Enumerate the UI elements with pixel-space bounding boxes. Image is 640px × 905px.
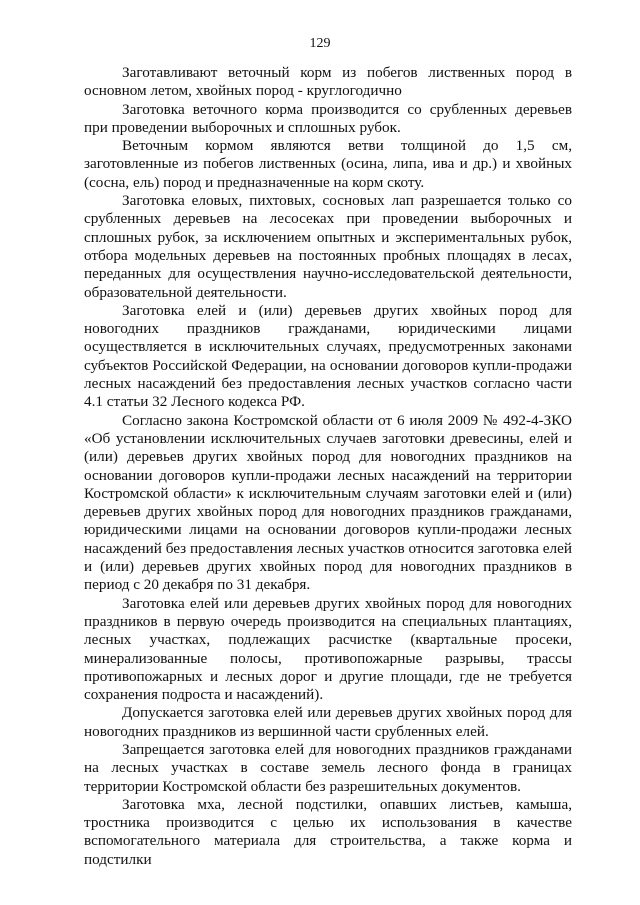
paragraph-kostroma-law: Согласно закона Костромской области от 6 июля 2009 № 492-4-ЗКО «Об установлении исключительных случаев заготовки древесины, елей и (или) деревьев других хвойных пород для новогодних праздников на основании договоров купли-продажи лесных насаждений на территории Костромской области» к исключительным случаям заготовки елей и (или) деревьев других хвойных пород для новогодних праздников гражданами, юридическими лицами на основании договоров купли-продажи лесных насаждений без предоставления лесных участков относится заготовка елей и (или) деревьев других хвойных пород для новогодних праздников в период с 20 декабря по 31 декабря. xyxy=(84,411,572,594)
paragraph-new-year-trees: Заготовка елей и (или) деревьев других хвойных пород для новогодних праздников гражданами, юридическими лицами осуществляется в исключительных случаях, предусмотренных законами субъектов Российской Федерации, на основании договоров купли-продажи лесных насаждений без предоставления лесных участков согласно части 4.1 статьи 32 Лесного кодекса РФ. xyxy=(84,301,572,411)
paragraph-branch-feed-harvesting: Заготовка веточного корма производится со срубленных деревьев при проведении выборочных и сплошных рубок. xyxy=(84,100,572,136)
paragraph-moss-litter-harvesting: Заготовка мха, лесной подстилки, опавших листьев, камыша, тростника производится с целью их использования в качестве вспомогательного материала для строительства, а также корма и подстилки xyxy=(84,795,572,868)
paragraph-branch-feed-definition: Веточным кормом являются ветви толщиной до 1,5 см, заготовленные из побегов лиственных (осина, липа, ива и др.) и хвойных (сосна, ель) пород и предназначенные на корм скоту. xyxy=(84,137,572,191)
paragraph-conifer-branches: Заготовка еловых, пихтовых, сосновых лап разрешается только со срубленных деревьев на лесосеках при проведении выборочных и сплошных рубок, за исключением опытных и экспериментальных рубок, отбора модельных деревьев на постоянных пробных площадях в лесах, переданных для осуществления научно-исследовательской деятельности, образовательной деятельности. xyxy=(84,192,572,301)
page-number: 129 xyxy=(309,36,331,51)
page-body xyxy=(84,64,572,869)
paragraph-prohibition: Запрещается заготовка елей для новогодних праздников гражданами на лесных участках в составе земель лесного фонда в границах территории Костромской области без разрешительных документов. xyxy=(84,740,572,795)
paragraph-branch-feed-intro: Заготавливают веточный корм из побегов лиственных пород в основном летом, хвойных пород - круглогодично xyxy=(84,64,572,100)
paragraph-top-part-harvesting: Допускается заготовка елей или деревьев других хвойных пород для новогодних праздников из вершинной части срубленных елей. xyxy=(84,704,572,740)
paragraph-plantation-harvesting: Заготовка елей или деревьев других хвойных пород для новогодних праздников в первую очередь производится на специальных плантациях, лесных участках, подлежащих расчистке (квартальные просеки, минерализованные полосы, противопожарные разрывы, трассы противопожарных и лесных дорог и другие площади, где не требуется сохранения подроста и насаждений). xyxy=(84,594,572,704)
